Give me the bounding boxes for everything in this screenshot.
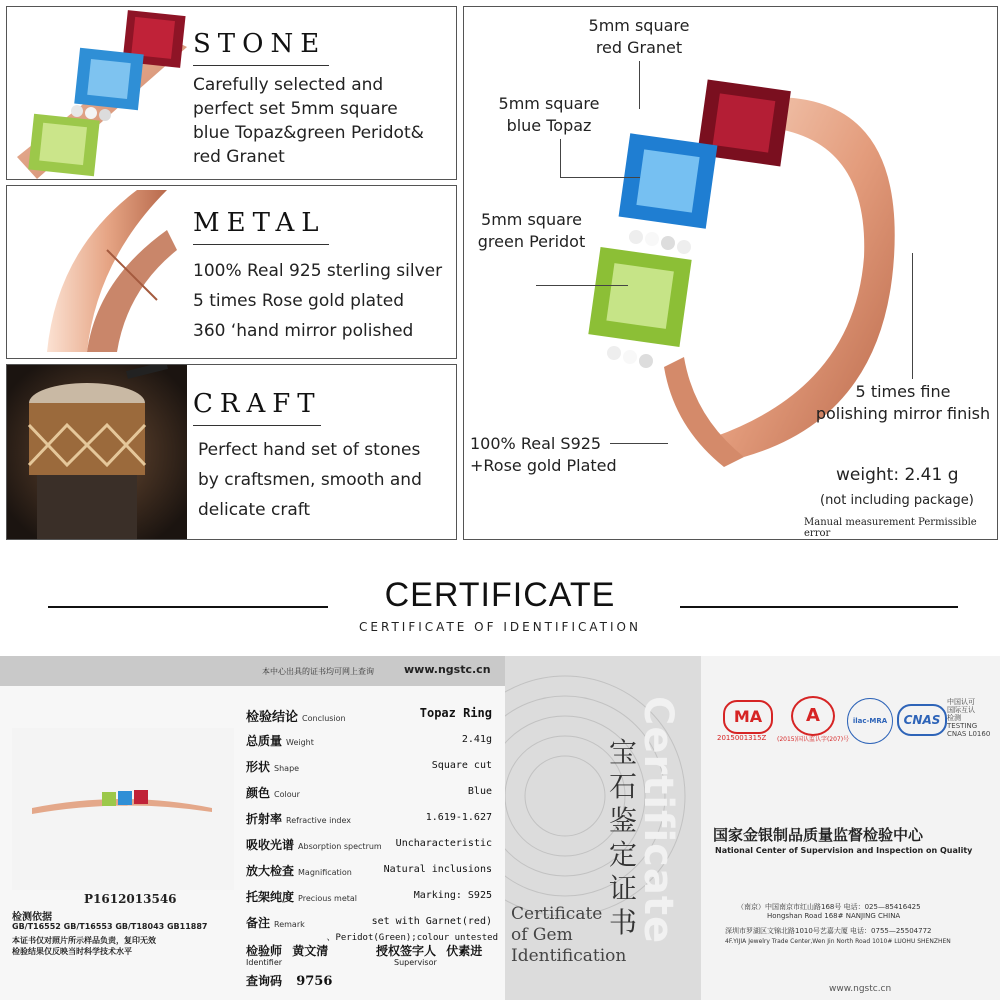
report-row-label: 吸收光谱 Absorption spectrum xyxy=(246,838,382,852)
report-row-label: 总质量 Weight xyxy=(246,734,314,748)
certificate-title: CERTIFICATE xyxy=(384,576,616,614)
report-row-value: Marking: S925 xyxy=(413,890,492,901)
report-remark-line-2: 、Peridot(Green);colour untested xyxy=(326,933,498,943)
product-diagram-panel xyxy=(463,6,998,540)
report-supervisor-en: Supervisor xyxy=(394,958,437,967)
metal-title: METAL xyxy=(193,208,326,238)
measurement-note: Manual measurement Permissible error xyxy=(804,517,977,539)
report-remark-line-1: set with Garnet(red) xyxy=(371,916,492,927)
address-nanjing-en: Hongshan Road 168# NANJING CHINA xyxy=(767,912,901,920)
red-granet-leader xyxy=(639,61,640,109)
cert-back xyxy=(701,656,1000,1000)
weight-label: weight: 2.41 g xyxy=(836,465,959,485)
cert-cover-watermark: Certificate xyxy=(635,696,681,945)
center-cn-name: 国家金银制品质量监督检验中心 xyxy=(713,826,924,844)
blue-topaz-callout: 5mm square blue Topaz xyxy=(498,94,600,135)
report-row-label: 折射率 Refractive index xyxy=(246,812,351,826)
report-row-label: 颜色 Colour xyxy=(246,786,300,800)
metal-description: 100% Real 925 sterling silver 5 times Rose gold plated 360 ‘hand mirror polished xyxy=(193,261,443,341)
ma-logo-icon: MA xyxy=(723,700,773,734)
address-shenzhen-cn: 深圳市罗湖区文锦北路1010号艺嘉大厦 电话：0755—25504772 xyxy=(725,927,932,935)
ma-code: 2015001315Z xyxy=(717,734,767,742)
cnas-logo-icon: CNAS xyxy=(897,704,947,736)
report-row-value: 2.41g xyxy=(461,734,492,745)
report-disclaimer-1: 本证书仅对照片所示样品负责，复印无效 xyxy=(12,936,156,945)
report-row-value: Topaz Ring xyxy=(419,706,492,720)
polish-leader xyxy=(912,253,913,379)
report-inspector-en: Identifier xyxy=(246,958,283,967)
cert-back-footer: www.ngstc.cn xyxy=(829,984,892,994)
report-sample-photo xyxy=(12,728,234,890)
report-row-value: 1.619-1.627 xyxy=(425,812,492,823)
report-row-label: 放大检查 Magnification xyxy=(246,864,352,878)
report-website: www.ngstc.cn xyxy=(404,663,491,676)
green-peridot-callout: 5mm square green Peridot xyxy=(477,210,586,251)
report-row-value: Uncharacteristic xyxy=(395,838,492,849)
address-shenzhen-en: 4F.YIJIA Jewelry Trade Center,Wen Jin North Road 1010# LUOHU SHENZHEN xyxy=(725,938,951,945)
polish-callout: 5 times fine polishing mirror finish xyxy=(815,382,991,423)
ilac-mra-logo-icon: ilac-MRA xyxy=(847,698,893,744)
craft-feature-panel xyxy=(6,364,457,540)
report-row-value: Blue xyxy=(467,786,492,797)
metal-band-image xyxy=(17,190,177,352)
report-disclaimer-2: 检验结果仅反映当时科学技术水平 xyxy=(12,947,132,956)
report-query: 查询码 9756 xyxy=(246,974,333,989)
craft-photo-image xyxy=(7,365,187,539)
report-basis: GB/T16552 GB/T16553 GB/T18043 GB11887 xyxy=(12,922,208,931)
report-basis-label: 检测依据 xyxy=(12,912,52,923)
center-en-name: National Center of Supervision and Inspection on Quality xyxy=(715,846,973,855)
blue-topaz-leader-h xyxy=(560,177,640,178)
metal-title-rule xyxy=(193,244,329,245)
craft-title-rule xyxy=(193,425,321,426)
accreditation-cn: 中国认可 国际互认 检测 TESTING CNAS L0160 xyxy=(947,698,991,738)
report-serial: P1612013546 xyxy=(84,892,177,906)
metal-feature-panel xyxy=(6,185,457,359)
material-callout: 100% Real S925 +Rose gold Plated xyxy=(470,434,617,475)
cert-cover xyxy=(505,656,701,1000)
cert-cover-cn-title: 宝 石 鉴 定 证 书 xyxy=(608,736,637,939)
cert-cover-en-title: Certificate of Gem Identification xyxy=(511,904,627,966)
certificate-subtitle: CERTIFICATE OF IDENTIFICATION xyxy=(359,620,641,634)
ring-image xyxy=(564,57,924,497)
ca-code: (2015)国认监认字(207)号 xyxy=(777,736,850,743)
report-row-label: 托架纯度 Precious metal xyxy=(246,890,358,904)
report-header-note: 本中心出具的证书均可网上查询 xyxy=(262,667,374,676)
stone-closeup-image xyxy=(17,7,187,179)
stone-description: Carefully selected and perfect set 5mm square blue Topaz&green Peridot& red Granet xyxy=(193,75,424,167)
weight-note: (not including package) xyxy=(820,493,974,508)
craft-description: Perfect hand set of stones by craftsmen, smooth and delicate craft xyxy=(198,440,422,520)
report-inspector: 检验师 黄文清 xyxy=(246,944,329,958)
report-row-value: Natural inclusions xyxy=(383,864,492,875)
material-leader xyxy=(610,443,668,444)
report-signatory: 授权签字人 伏素进 xyxy=(376,944,483,958)
green-peridot-leader xyxy=(536,285,628,286)
address-nanjing-cn: （南京）中国南京市红山路168号 电话：025—85416425 xyxy=(737,903,921,911)
craft-title: CRAFT xyxy=(193,389,322,419)
stone-feature-panel xyxy=(6,6,457,180)
report-remark-label: 备注 Remark xyxy=(246,916,305,930)
report-row-label: 形状 Shape xyxy=(246,760,300,774)
report-row-value: Square cut xyxy=(431,760,492,771)
stone-title-rule xyxy=(193,65,329,66)
red-granet-callout: 5mm square red Granet xyxy=(588,16,690,57)
report-row-label: 检验结论 Conclusion xyxy=(246,710,346,725)
blue-topaz-leader-v xyxy=(560,139,561,177)
ca-logo-icon: A xyxy=(791,696,835,736)
report-card xyxy=(0,656,505,1000)
stone-title: STONE xyxy=(193,29,327,59)
